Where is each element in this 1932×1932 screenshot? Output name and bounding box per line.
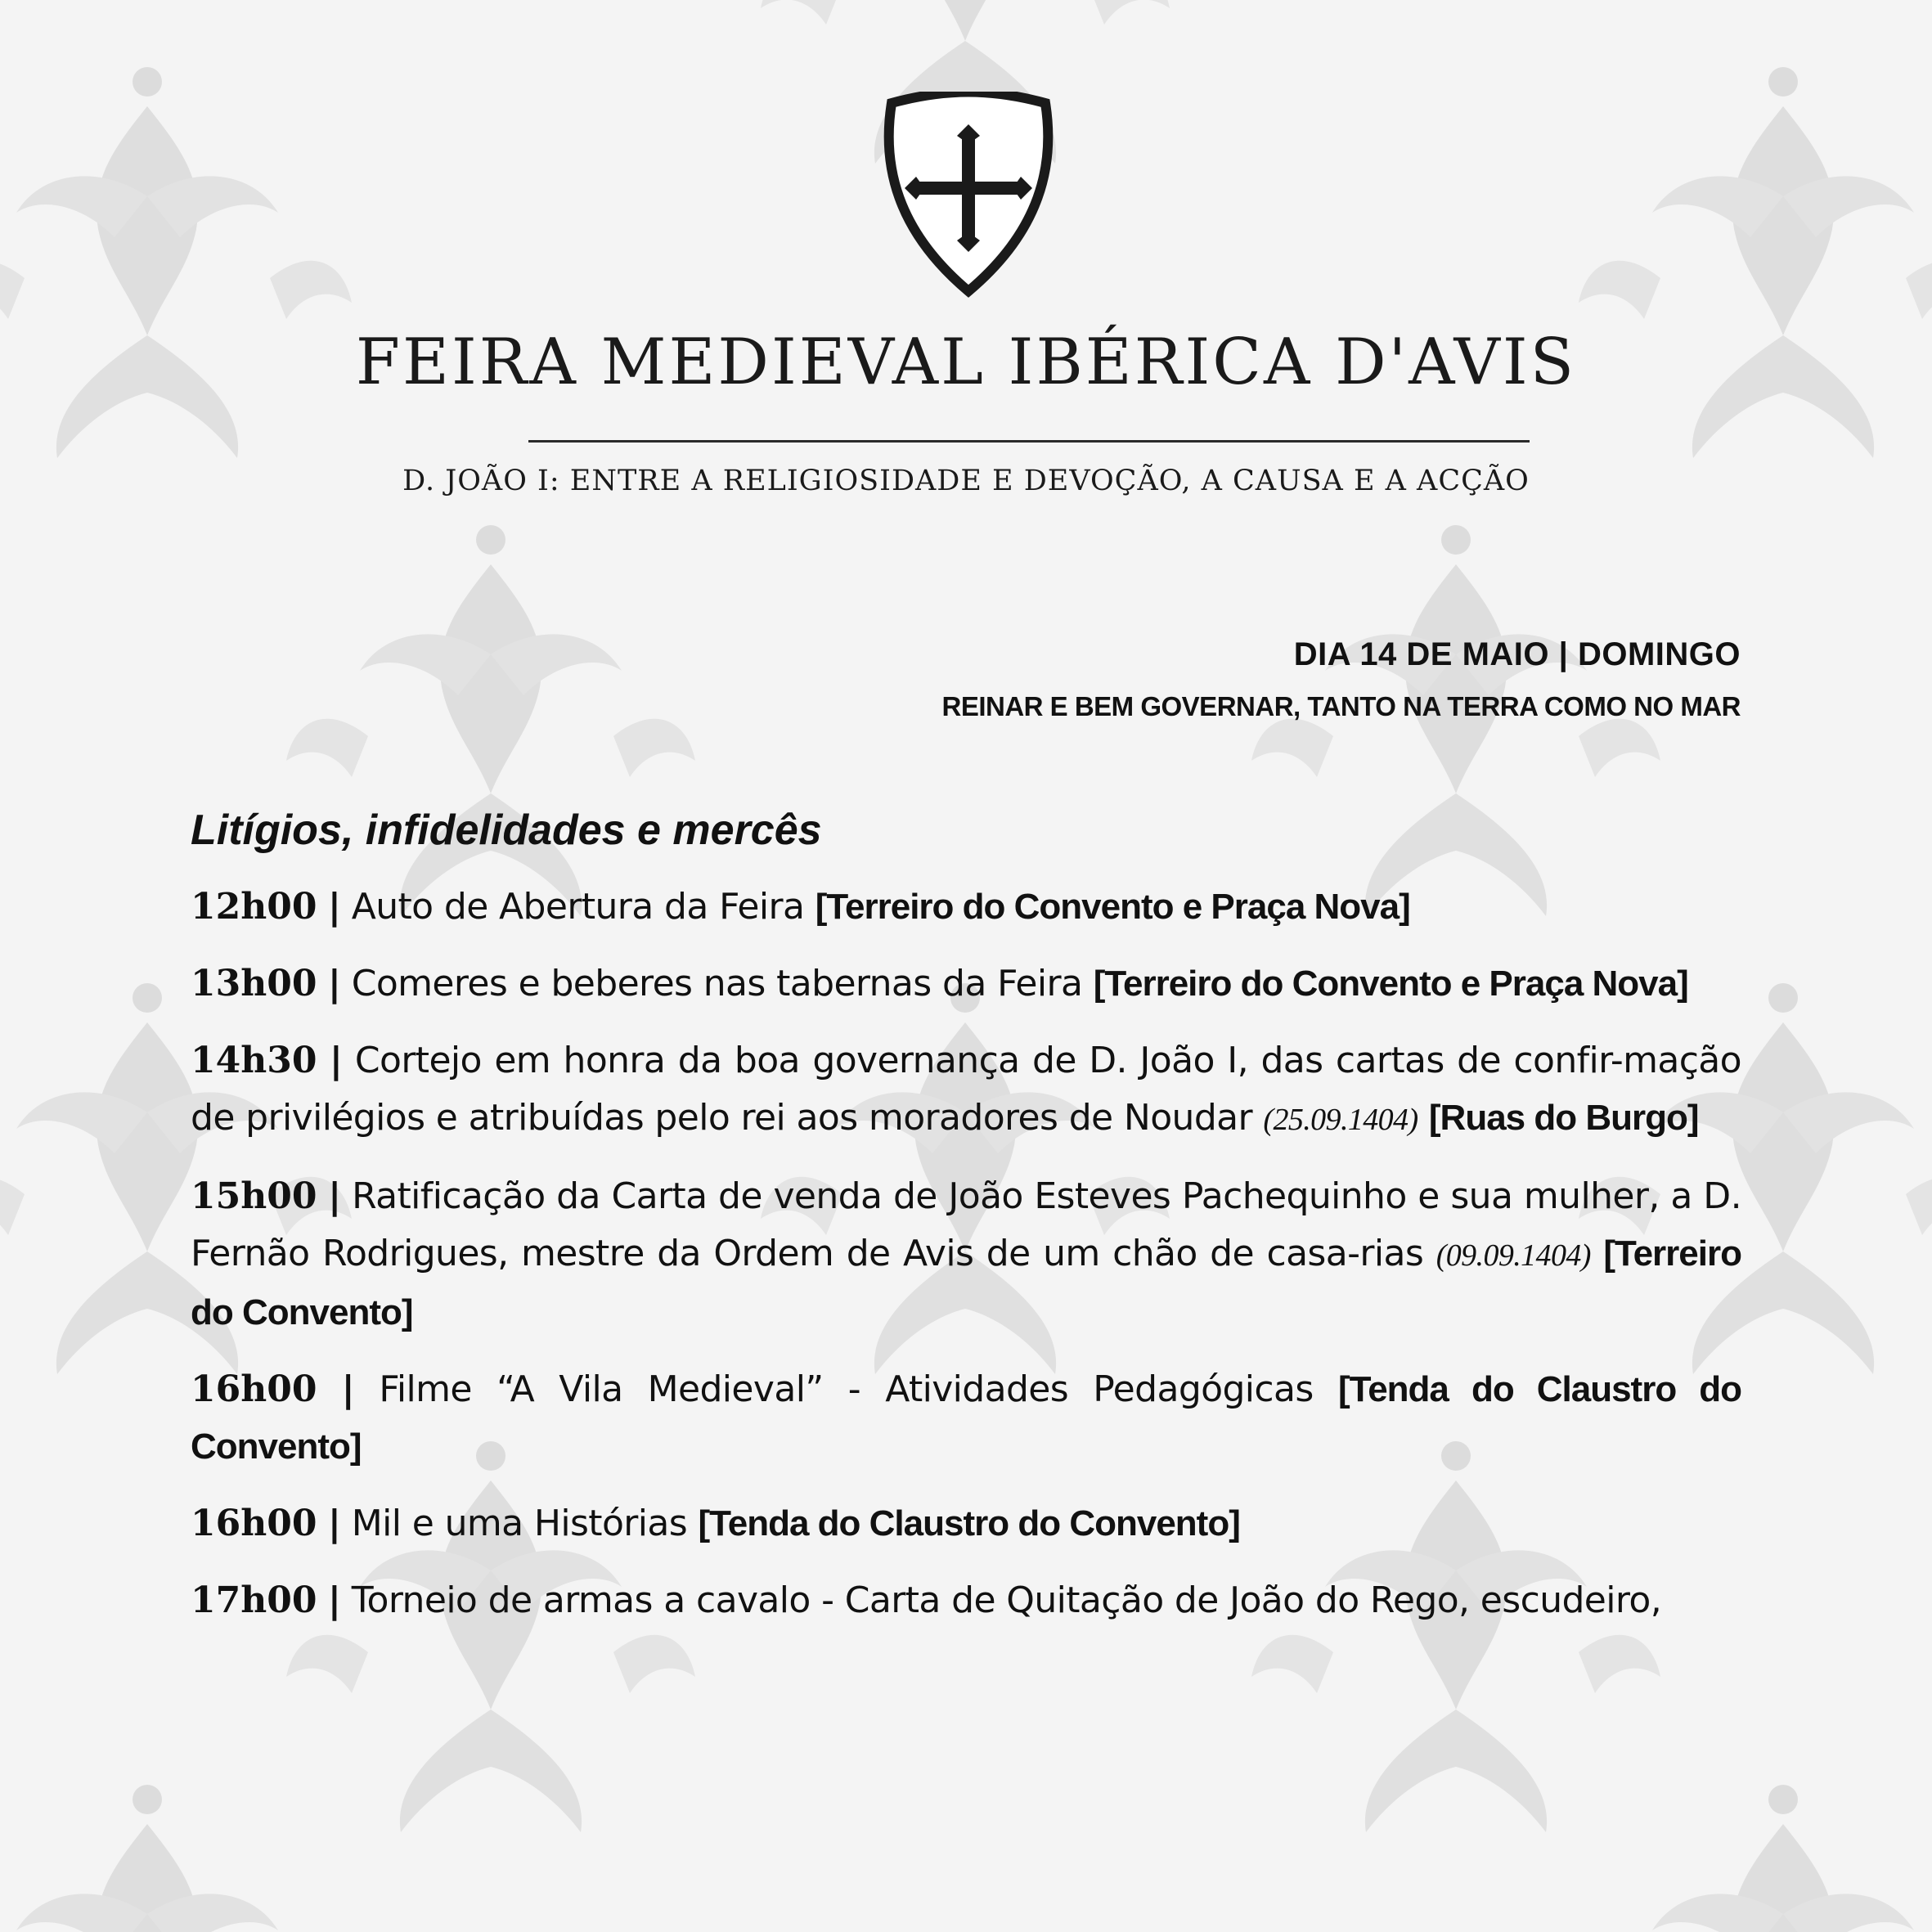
program-item <box>191 878 1741 936</box>
item-description: Ratificação da Carta de venda de João Esteves Pachequinho e sua mulher, a D. Fernão Rodrigues, mestre da Ordem de Avis de um chão de casa-rias <box>191 1175 1741 1274</box>
item-time: 16h00 <box>191 1503 317 1544</box>
day-theme: REINAR E BEM GOVERNAR, TANTO NA TERRA COMO NO MAR <box>941 691 1741 721</box>
page-title: FEIRA MEDIEVAL IBÉRICA D'AVIS <box>355 326 1577 399</box>
item-separator: | <box>328 1175 341 1217</box>
program-item <box>191 1495 1741 1552</box>
item-time: 15h00 <box>191 1175 317 1217</box>
program-item <box>191 1361 1741 1476</box>
item-description: Cortejo em honra da boa governança de D. João I, das cartas de confir-mação de privilégios e atribuídas pelo rei aos moradores de Noudar <box>191 1040 1741 1139</box>
item-place: [Tenda do Claustro do Convento] <box>698 1503 1240 1543</box>
day-header <box>941 631 1741 731</box>
item-description: Auto de Abertura da Feira <box>351 886 805 928</box>
item-separator: | <box>329 1040 343 1081</box>
program-list <box>191 802 1741 1649</box>
item-place: [Terreiro do Convento] <box>191 1233 1741 1332</box>
item-description: Comeres e beberes nas tabernas da Feira <box>351 963 1083 1004</box>
item-description: Filme “A Vila Medieval” - Atividades Pedagógicas <box>379 1368 1314 1410</box>
program-item <box>191 1572 1741 1629</box>
item-date: (09.09.1404) <box>1436 1238 1591 1273</box>
item-time: 16h00 <box>191 1368 317 1410</box>
section-title: Litígios, infidelidades e mercês <box>191 806 822 854</box>
item-description: Mil e uma Histórias <box>351 1503 688 1544</box>
item-separator: | <box>341 1368 355 1410</box>
item-time: 17h00 <box>191 1579 317 1621</box>
page-subtitle: D. JOÃO I: ENTRE A RELIGIOSIDADE E DEVOÇÃO, A CAUSA E A ACÇÃO <box>402 465 1530 497</box>
item-time: 13h00 <box>191 963 317 1004</box>
item-description: Torneio de armas a cavalo - Carta de Quitação de João do Rego, escudeiro, <box>351 1579 1662 1621</box>
item-separator: | <box>327 1579 341 1621</box>
program-item <box>191 1032 1741 1148</box>
item-time: 14h30 <box>191 1040 317 1081</box>
item-separator: | <box>327 963 341 1004</box>
shield-cross-icon <box>880 92 1057 301</box>
item-place: [Ruas do Burgo] <box>1428 1098 1699 1138</box>
program-item <box>191 1168 1741 1341</box>
item-time: 12h00 <box>191 886 317 928</box>
item-place: [Terreiro do Convento e Praça Nova] <box>1093 964 1688 1004</box>
day-date: DIA 14 DE MAIO | DOMINGO <box>1293 636 1741 672</box>
item-date: (25.09.1404) <box>1263 1103 1418 1137</box>
item-separator: | <box>327 1503 341 1544</box>
item-separator: | <box>327 886 341 928</box>
title-divider <box>528 440 1530 443</box>
item-place: [Tenda do Claustro do Convento] <box>191 1369 1742 1467</box>
program-item <box>191 955 1741 1013</box>
item-place: [Terreiro do Convento e Praça Nova] <box>815 887 1410 927</box>
